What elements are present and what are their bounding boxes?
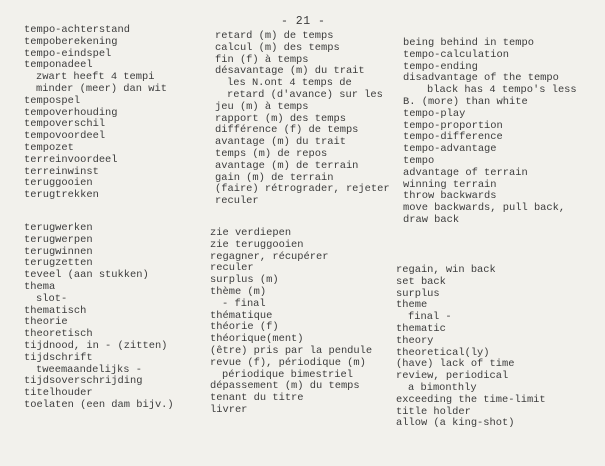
dutch-term: terugzetten: [24, 257, 93, 270]
english-term: tempo-ending: [403, 60, 478, 73]
dutch-term: tempozet: [24, 141, 74, 154]
english-term: surplus: [396, 287, 440, 300]
english-term: disadvantage of the tempo: [403, 72, 559, 85]
dutch-term: tijdnood, in - (zitten): [24, 339, 168, 352]
english-term: review, periodical: [396, 370, 509, 383]
french-term: avantage (m) du trait: [215, 136, 346, 149]
english-term: tempo-advantage: [403, 143, 497, 156]
dutch-term: terugwerken: [24, 222, 93, 234]
french-term: différence (f) de temps: [215, 124, 359, 137]
french-term: jeu (m) à temps: [215, 100, 309, 113]
french-term: théorie (f): [210, 321, 279, 334]
dutch-term: tijdschrift: [24, 351, 93, 364]
english-term: tempo-difference: [403, 131, 503, 144]
dutch-term: terugwerpen: [24, 233, 93, 246]
french-term: fin (f) à temps: [215, 53, 309, 66]
dutch-term: theoretisch: [24, 328, 93, 341]
english-term: (have) lack of time: [396, 358, 515, 371]
dutch-term: tempovoordeel: [24, 130, 106, 143]
french-term: désavantage (m) du trait: [215, 65, 365, 78]
english-term: tempo-proportion: [403, 119, 503, 132]
french-term: les N.ont 4 temps de: [227, 77, 352, 90]
french-term: (être) pris par la pendule: [210, 344, 373, 357]
english-term: B. (more) than white: [403, 95, 528, 108]
french-term: retard (d'avance) sur les: [227, 88, 383, 101]
english-column-top: [403, 38, 577, 227]
english-term: tempo: [403, 154, 435, 167]
french-term: (faire) rétrograder, rejeter: [215, 183, 390, 196]
french-column-bottom: [210, 228, 372, 417]
dutch-term: terugtrekken: [24, 189, 99, 202]
french-term: temps (m) de repos: [215, 147, 328, 160]
french-term: thème (m): [210, 285, 267, 298]
dutch-term: slot-: [36, 292, 68, 305]
french-term: - final: [222, 297, 266, 310]
french-term: zie teruggooien: [210, 238, 304, 251]
english-term: winning terrain: [403, 178, 497, 191]
english-column-bottom: [396, 265, 546, 430]
dutch-term: tempoverschil: [24, 118, 106, 131]
dutch-term: thema: [24, 280, 56, 293]
french-term: thématique: [210, 309, 273, 322]
english-term: regain, win back: [396, 264, 496, 276]
dutch-term: toelaten (een dam bijv.): [24, 398, 174, 411]
french-term: rapport (m) des temps: [215, 112, 346, 125]
dutch-term: temponadeel: [24, 59, 93, 72]
english-term: thematic: [396, 322, 446, 335]
french-term: reculer: [210, 262, 254, 275]
french-term: avantage (m) de terrain: [215, 159, 359, 172]
dutch-term: terugwinnen: [24, 245, 93, 258]
dutch-term: tweemaandelijks -: [36, 363, 143, 376]
french-term: tenant du titre: [210, 392, 304, 405]
english-term: advantage of terrain: [403, 166, 528, 179]
english-term: allow (a king-shot): [396, 417, 515, 430]
french-term: livrer: [210, 403, 248, 416]
dutch-term: tempoberekening: [24, 35, 118, 48]
dutch-term: thematisch: [24, 304, 87, 317]
french-term: gain (m) de terrain: [215, 171, 334, 184]
english-term: theory: [396, 334, 434, 347]
dutch-term: terreinwinst: [24, 165, 99, 178]
french-term: calcul (m) des temps: [215, 41, 340, 54]
french-column-top: [215, 31, 390, 208]
dutch-term: theorie: [24, 316, 68, 329]
french-term: dépassement (m) du temps: [210, 380, 360, 393]
french-term: surplus (m): [210, 274, 279, 287]
french-term: regagner, récupérer: [210, 250, 329, 263]
english-term: exceeding the time-limit: [396, 393, 546, 406]
dutch-term: tempospel: [24, 94, 81, 107]
dutch-term: minder (meer) dan wit: [36, 82, 167, 95]
french-term: reculer: [215, 195, 259, 208]
english-term: theme: [396, 299, 428, 312]
dutch-term: titelhouder: [24, 387, 93, 400]
dutch-term: zwart heeft 4 tempi: [36, 71, 155, 84]
dutch-column-top: [24, 25, 167, 202]
english-term: black has 4 tempo's less: [427, 84, 577, 97]
dutch-column-bottom: [24, 223, 174, 412]
dutch-term: teveel (aan stukken): [24, 269, 149, 282]
dutch-term: terreinvoordeel: [24, 153, 118, 166]
english-term: tempo-calculation: [403, 48, 510, 61]
english-term: theoretical(ly): [396, 346, 490, 359]
french-term: zie verdiepen: [210, 227, 292, 239]
english-term: set back: [396, 275, 446, 288]
french-term: revue (f), périodique (m): [210, 356, 366, 369]
dutch-term: tempo-achterstand: [24, 24, 131, 36]
english-term: title holder: [396, 405, 471, 418]
english-term: final -: [408, 311, 452, 324]
english-term: draw back: [403, 213, 460, 226]
french-term: retard (m) de temps: [215, 30, 334, 42]
dutch-term: tijdsoverschrijding: [24, 375, 143, 388]
english-term: tempo-play: [403, 107, 466, 120]
french-term: périodique bimestriel: [222, 368, 353, 381]
english-term: being behind in tempo: [403, 37, 534, 49]
french-term: théorique(ment): [210, 333, 304, 346]
english-term: move backwards, pull back,: [403, 202, 566, 215]
dutch-term: tempoverhouding: [24, 106, 118, 119]
dutch-term: teruggooien: [24, 177, 93, 190]
english-term: throw backwards: [403, 190, 497, 203]
page-number: - 21 -: [281, 15, 326, 28]
dutch-term: tempo-eindspel: [24, 47, 112, 60]
english-term: a bimonthly: [408, 381, 477, 394]
